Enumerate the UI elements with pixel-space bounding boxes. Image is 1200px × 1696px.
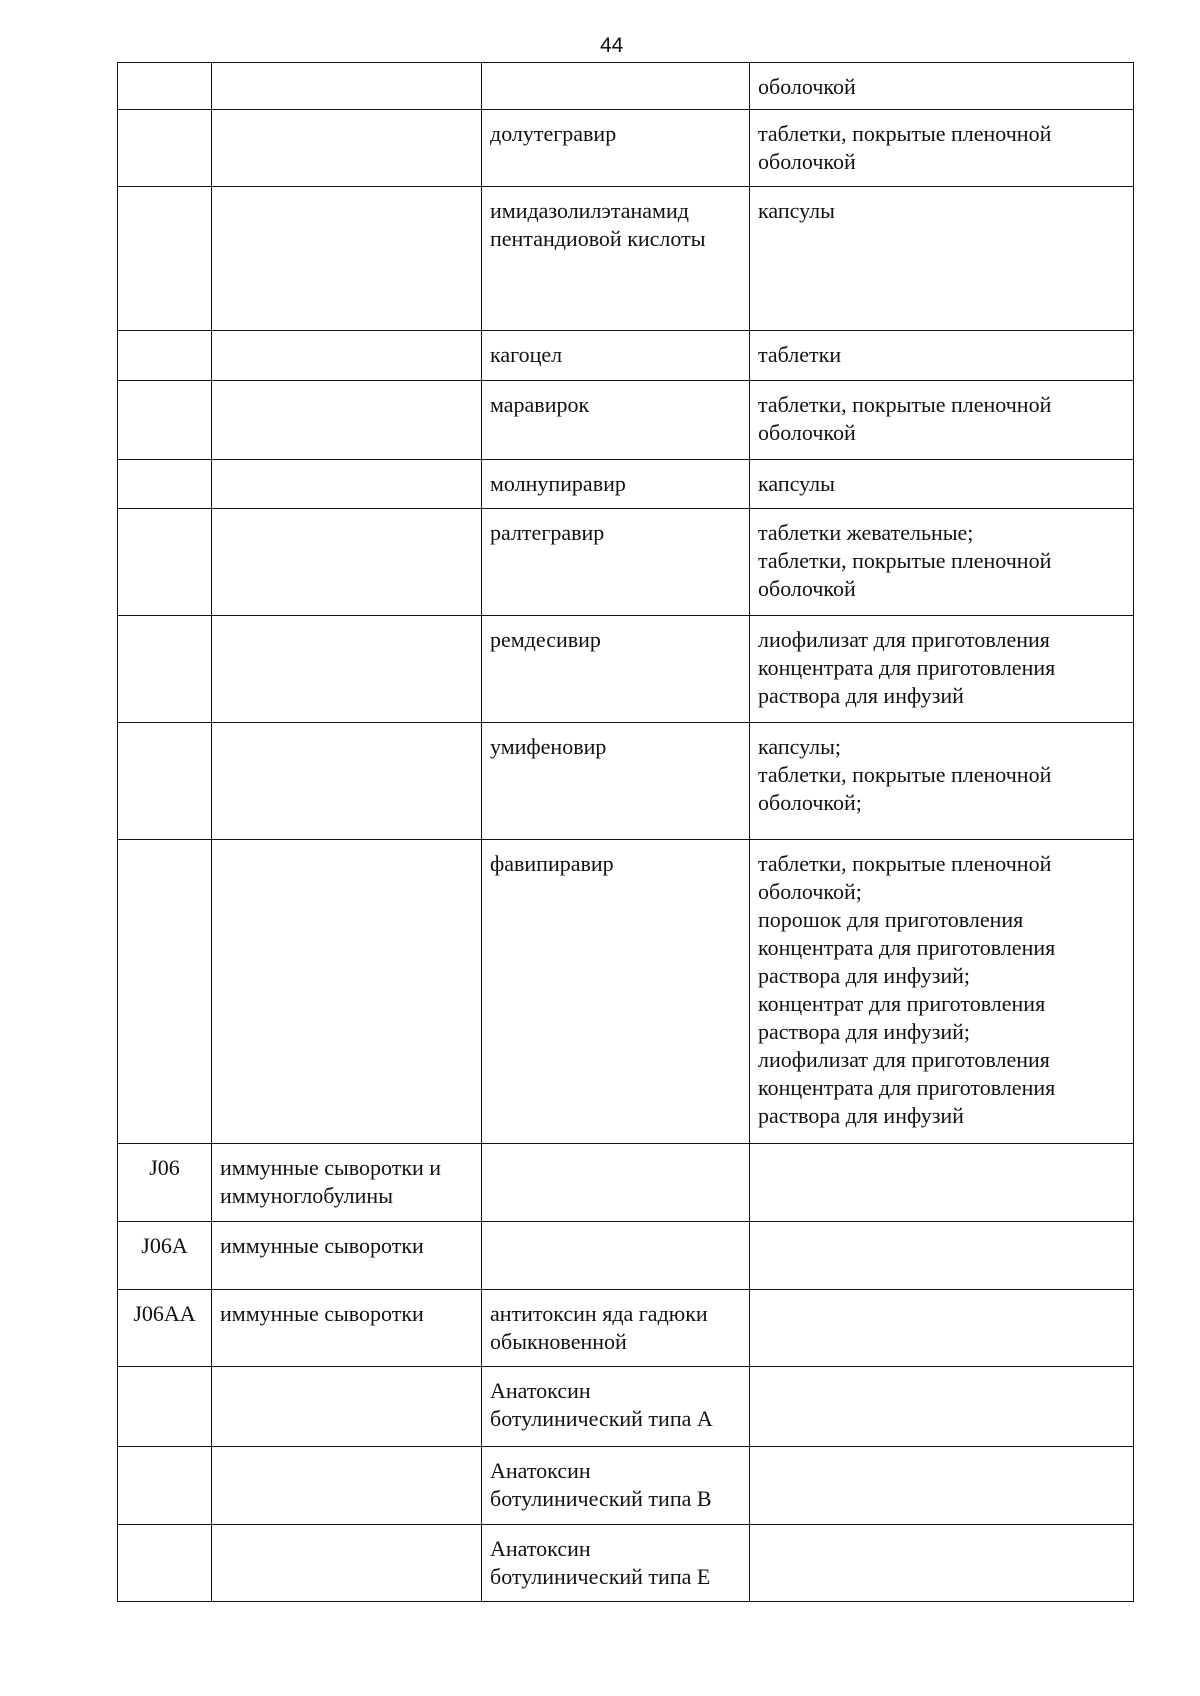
drug-name-cell: антитоксин яда гадюки обыкновенной	[482, 1290, 750, 1367]
drug-name-cell	[482, 1222, 750, 1290]
group-cell	[212, 63, 482, 110]
table-row	[118, 381, 1134, 460]
page-number: 44	[600, 34, 624, 57]
group-cell	[212, 1447, 482, 1525]
table-row	[118, 460, 1134, 509]
dosage-form-cell: таблетки жевательные; таблетки, покрытые пленочной оболочкой	[750, 509, 1134, 616]
dosage-form-cell: лиофилизат для приготовления концентрата для приготовления раствора для инфузий	[750, 616, 1134, 723]
drug-name-cell: Анатоксин ботулинический типа В	[482, 1447, 750, 1525]
atc-code-cell	[118, 381, 212, 460]
table-row	[118, 1525, 1134, 1602]
table-row	[118, 723, 1134, 840]
table-row	[118, 1367, 1134, 1447]
dosage-form-cell	[750, 1447, 1134, 1525]
drug-name-cell	[482, 63, 750, 110]
atc-code-cell: J06	[118, 1144, 212, 1222]
group-cell	[212, 1367, 482, 1447]
atc-code-cell	[118, 460, 212, 509]
table-row	[118, 1144, 1134, 1222]
table-row	[118, 509, 1134, 616]
group-cell	[212, 509, 482, 616]
group-cell	[212, 723, 482, 840]
dosage-form-cell: оболочкой	[750, 63, 1134, 110]
dosage-form-cell: таблетки, покрытые пленочной оболочкой	[750, 381, 1134, 460]
dosage-form-cell: таблетки	[750, 331, 1134, 381]
group-cell	[212, 331, 482, 381]
drug-name-cell: Анатоксин ботулинический типа А	[482, 1367, 750, 1447]
drug-name-cell: долутегравир	[482, 110, 750, 187]
drug-name-cell: умифеновир	[482, 723, 750, 840]
atc-code-cell	[118, 840, 212, 1144]
drug-name-cell: маравирок	[482, 381, 750, 460]
dosage-form-cell	[750, 1222, 1134, 1290]
table-row	[118, 1447, 1134, 1525]
dosage-form-cell: капсулы	[750, 460, 1134, 509]
dosage-form-cell	[750, 1367, 1134, 1447]
atc-code-cell	[118, 1367, 212, 1447]
dosage-form-cell: таблетки, покрытые пленочной оболочкой; порошок для приготовления концентрата для приготовления раствора для инфузий; концентрат для приготовления раствора для инфузий; лиофилизат для приготовления концентрата для приготовления раствора для инфузий	[750, 840, 1134, 1144]
group-cell	[212, 840, 482, 1144]
group-cell	[212, 1525, 482, 1602]
table-row	[118, 1222, 1134, 1290]
dosage-form-cell	[750, 1144, 1134, 1222]
group-cell	[212, 381, 482, 460]
drug-name-cell: кагоцел	[482, 331, 750, 381]
atc-code-cell	[118, 616, 212, 723]
table-row	[118, 616, 1134, 723]
atc-code-cell	[118, 509, 212, 616]
atc-code-cell	[118, 110, 212, 187]
atc-code-cell: J06AA	[118, 1290, 212, 1367]
atc-code-cell	[118, 187, 212, 331]
group-cell	[212, 616, 482, 723]
dosage-form-cell	[750, 1290, 1134, 1367]
drug-name-cell: ремдесивир	[482, 616, 750, 723]
group-cell	[212, 110, 482, 187]
dosage-form-cell	[750, 1525, 1134, 1602]
group-cell	[212, 460, 482, 509]
table-row	[118, 63, 1134, 110]
group-cell	[212, 187, 482, 331]
table-row	[118, 331, 1134, 381]
drug-name-cell: Анатоксин ботулинический типа Е	[482, 1525, 750, 1602]
dosage-form-cell: капсулы; таблетки, покрытые пленочной оболочкой;	[750, 723, 1134, 840]
table-row	[118, 187, 1134, 331]
table-row	[118, 1290, 1134, 1367]
table-row	[118, 110, 1134, 187]
atc-code-cell	[118, 1525, 212, 1602]
drug-name-cell: молнупиравир	[482, 460, 750, 509]
atc-code-cell: J06A	[118, 1222, 212, 1290]
dosage-form-cell: капсулы	[750, 187, 1134, 331]
atc-code-cell	[118, 63, 212, 110]
drug-name-cell: ралтегравир	[482, 509, 750, 616]
drug-name-cell: имидазолилэтанамид пентандиовой кислоты	[482, 187, 750, 331]
drug-name-cell: фавипиравир	[482, 840, 750, 1144]
group-cell: иммунные сыворотки и иммуноглобулины	[212, 1144, 482, 1222]
group-cell: иммунные сыворотки	[212, 1290, 482, 1367]
drug-table	[117, 62, 1134, 1602]
table-row	[118, 840, 1134, 1144]
group-cell: иммунные сыворотки	[212, 1222, 482, 1290]
atc-code-cell	[118, 1447, 212, 1525]
atc-code-cell	[118, 331, 212, 381]
dosage-form-cell: таблетки, покрытые пленочной оболочкой	[750, 110, 1134, 187]
atc-code-cell	[118, 723, 212, 840]
drug-name-cell	[482, 1144, 750, 1222]
